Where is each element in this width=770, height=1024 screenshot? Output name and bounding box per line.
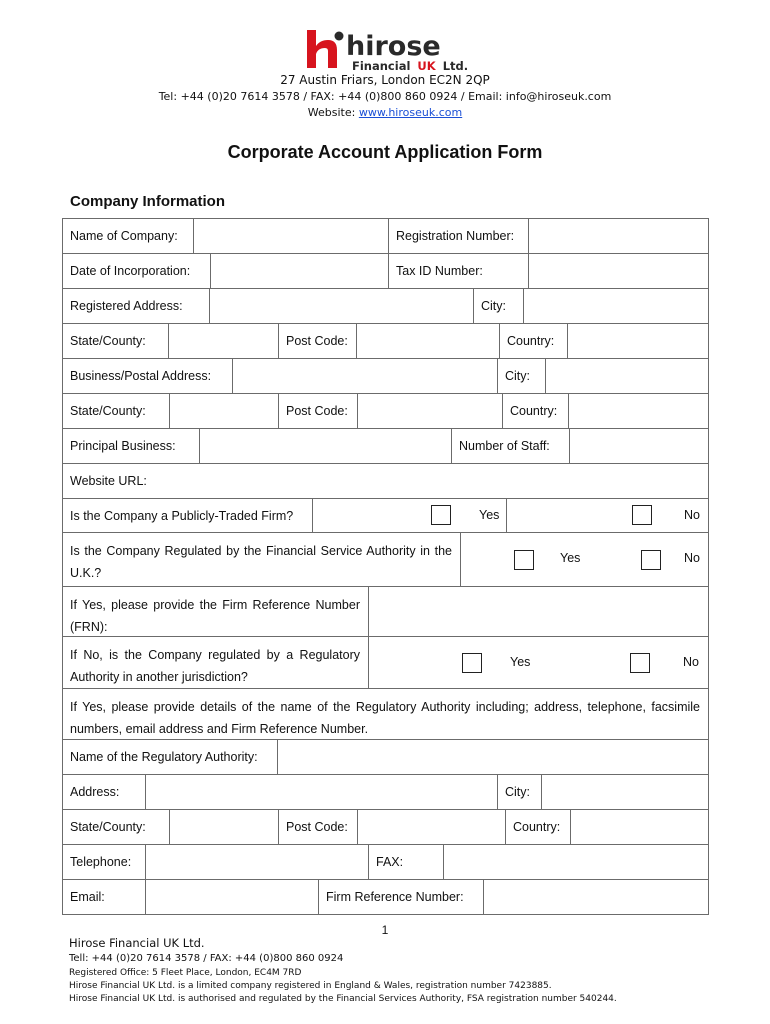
- other-regulator-no-checkbox[interactable]: [630, 653, 650, 673]
- other-regulator-label: If No, is the Company regulated by a Regulatory Authority in another jurisdiction?: [70, 648, 360, 684]
- firm-reference-label: Firm Reference Number:: [318, 880, 483, 914]
- website-url-label: Website URL:: [70, 474, 147, 488]
- business-country-label: Country:: [502, 394, 568, 428]
- form-row-authority-name: [63, 740, 708, 775]
- company-name-field[interactable]: [193, 219, 388, 253]
- footer-registration: Hirose Financial UK Ltd. is a limited company registered in England & Wales, registration number 7423885.: [69, 981, 552, 991]
- form-row-registered-address: [63, 289, 708, 324]
- form-row-authority-region: [63, 810, 708, 845]
- other-regulator-options: [368, 637, 708, 688]
- fsa-regulated-yes-label: Yes: [560, 551, 581, 565]
- page-number: 1: [381, 923, 389, 937]
- svg-text:Financial UK Ltd.: [352, 59, 468, 73]
- header-contact: Tel: +44 (0)20 7614 3578 / FAX: +44 (0)800 860 0924 / Email: info@hiroseuk.com: [158, 90, 612, 103]
- logo-sub-accent: UK: [417, 59, 436, 73]
- company-information-form: [62, 218, 709, 915]
- authority-city-field[interactable]: [541, 775, 708, 809]
- principal-business-field[interactable]: [199, 429, 451, 463]
- registered-address-field[interactable]: [209, 289, 473, 323]
- publicly-traded-yes-checkbox[interactable]: [431, 505, 451, 525]
- business-city-label: City:: [497, 359, 545, 393]
- form-row-telephone: [63, 845, 708, 880]
- form-row-business-address: [63, 359, 708, 394]
- form-row-registered-region: [63, 324, 708, 359]
- logo-sub-end: Ltd.: [442, 59, 469, 73]
- fax-label: FAX:: [368, 845, 443, 879]
- form-row-website: [63, 464, 708, 499]
- frn-label: If Yes, please provide the Firm Reference Number (FRN):: [70, 598, 360, 634]
- business-address-label: Business/Postal Address:: [70, 369, 212, 383]
- authority-name-label: Name of the Regulatory Authority:: [70, 750, 258, 764]
- footer-authorisation: Hirose Financial UK Ltd. is authorised and regulated by the Financial Services Authority, FSA registration number 540244.: [69, 994, 617, 1004]
- header-address: 27 Austin Friars, London EC2N 2QP: [280, 73, 490, 87]
- fsa-regulated-no-checkbox[interactable]: [641, 550, 661, 570]
- frn-field[interactable]: [368, 587, 708, 636]
- publicly-traded-no-label: No: [684, 508, 700, 522]
- business-post-code-label: Post Code:: [278, 394, 357, 428]
- authority-name-field[interactable]: [277, 740, 708, 774]
- logo-brand-text: hirose: [346, 31, 441, 62]
- publicly-traded-yes-label: Yes: [479, 508, 500, 522]
- principal-business-label: Principal Business:: [70, 439, 176, 453]
- fsa-regulated-label: Is the Company Regulated by the Financial Service Authority in the U.K.?: [70, 544, 452, 580]
- business-address-field[interactable]: [232, 359, 497, 393]
- fax-field[interactable]: [443, 845, 708, 879]
- section-title: Company Information: [70, 193, 226, 210]
- tax-id-field[interactable]: [528, 254, 708, 288]
- telephone-field[interactable]: [145, 845, 368, 879]
- state-county-label: State/County:: [70, 334, 146, 348]
- logo-sub-text: Financial: [352, 59, 411, 73]
- fsa-regulated-no-label: No: [684, 551, 700, 565]
- telephone-label: Telephone:: [70, 855, 132, 869]
- authority-state-county-label: State/County:: [70, 820, 146, 834]
- business-city-field[interactable]: [545, 359, 708, 393]
- authority-country-label: Country:: [505, 810, 570, 844]
- incorporation-date-field[interactable]: [210, 254, 388, 288]
- registration-number-field[interactable]: [528, 219, 708, 253]
- email-label: Email:: [70, 890, 105, 904]
- registered-address-label: Registered Address:: [70, 299, 183, 313]
- incorporation-date-label: Date of Incorporation:: [70, 264, 191, 278]
- state-county-field[interactable]: [168, 324, 278, 358]
- form-row-authority-address: [63, 775, 708, 810]
- firm-reference-field[interactable]: [483, 880, 708, 914]
- form-row-authority-details: [63, 689, 708, 740]
- form-row-publicly-traded: [63, 499, 708, 533]
- business-state-county-field[interactable]: [169, 394, 278, 428]
- registration-number-label: Registration Number:: [388, 219, 528, 253]
- form-row-fsa-regulated: [63, 533, 708, 587]
- other-regulator-yes-label: Yes: [510, 655, 531, 669]
- authority-country-field[interactable]: [570, 810, 708, 844]
- footer-contact: Tell: +44 (0)20 7614 3578 / FAX: +44 (0)800 860 0924: [69, 953, 344, 964]
- authority-address-label: Address:: [70, 785, 120, 799]
- authority-address-field[interactable]: [145, 775, 497, 809]
- other-regulator-yes-checkbox[interactable]: [462, 653, 482, 673]
- authority-post-code-field[interactable]: [357, 810, 505, 844]
- form-row-email: [63, 880, 708, 914]
- form-row-business-region: [63, 394, 708, 429]
- form-row-principal-business: [63, 429, 708, 464]
- authority-post-code-label: Post Code:: [278, 810, 357, 844]
- business-post-code-field[interactable]: [357, 394, 502, 428]
- other-regulator-no-label: No: [683, 655, 699, 669]
- city-label: City:: [473, 289, 523, 323]
- staff-number-field[interactable]: [569, 429, 708, 463]
- tax-id-label: Tax ID Number:: [388, 254, 528, 288]
- page-title: Corporate Account Application Form: [227, 142, 543, 162]
- authority-state-county-field[interactable]: [169, 810, 278, 844]
- publicly-traded-no-cell: [506, 499, 708, 532]
- publicly-traded-yes-cell: [312, 499, 506, 532]
- post-code-label: Post Code:: [278, 324, 356, 358]
- staff-number-label: Number of Staff:: [451, 429, 569, 463]
- company-name-label: Name of Company:: [70, 229, 178, 243]
- form-row-other-regulator: [63, 637, 708, 689]
- fsa-regulated-yes-checkbox[interactable]: [514, 550, 534, 570]
- form-row-company: [63, 219, 708, 254]
- authority-city-label: City:: [497, 775, 541, 809]
- country-field[interactable]: [567, 324, 708, 358]
- city-field[interactable]: [523, 289, 708, 323]
- business-state-county-label: State/County:: [70, 404, 146, 418]
- form-row-frn: [63, 587, 708, 637]
- email-field[interactable]: [145, 880, 318, 914]
- post-code-field[interactable]: [356, 324, 499, 358]
- country-label: Country:: [499, 324, 567, 358]
- footer-office: Registered Office: 5 Fleet Place, London, EC4M 7RD: [69, 968, 302, 978]
- publicly-traded-label: Is the Company a Publicly-Traded Firm?: [70, 508, 294, 523]
- header-website: [0, 106, 770, 119]
- form-row-incorporation: [63, 254, 708, 289]
- fsa-regulated-options: [460, 533, 708, 586]
- website-prefix: Website:: [307, 106, 359, 119]
- authority-details-label: If Yes, please provide details of the name of the Regulatory Authority including; address, telephone, facsimile numbers, email address and Firm Reference Number.: [70, 700, 700, 736]
- website-link[interactable]: www.hiroseuk.com: [358, 106, 463, 119]
- publicly-traded-no-checkbox[interactable]: [632, 505, 652, 525]
- footer-company: Hirose Financial UK Ltd.: [69, 936, 205, 950]
- hirose-logo: [306, 28, 476, 78]
- business-country-field[interactable]: [568, 394, 708, 428]
